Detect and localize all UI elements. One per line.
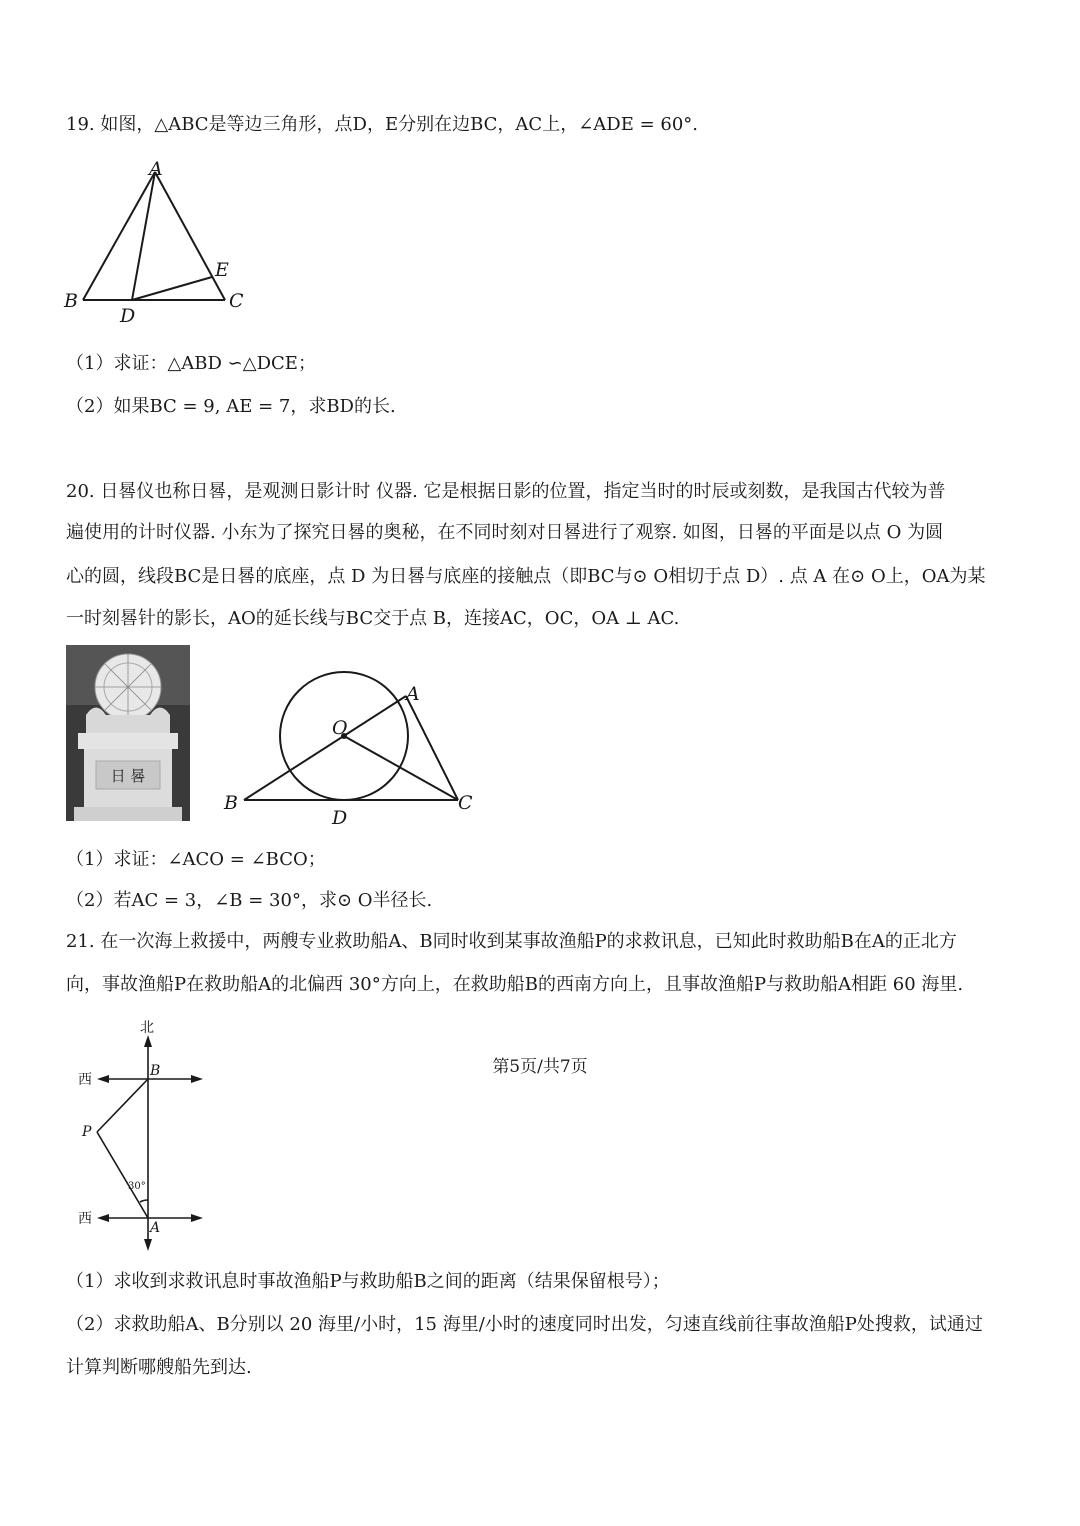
q21-part2-line2: 计算判断哪艘船先到达. (66, 1357, 252, 1378)
q20-circle-figure (218, 660, 488, 830)
label-b: B (150, 1063, 161, 1079)
label-d: D (332, 807, 348, 829)
label-a: A (150, 1220, 161, 1236)
label-c: C (229, 290, 244, 312)
sundial-photo (66, 645, 190, 821)
q19-part2: （2）如果BC = 9, AE = 7，求BD的长. (66, 396, 396, 417)
q21-compass-figure (70, 1015, 220, 1255)
q21-part1: （1）求收到求救讯息时事故渔船P与救助船B之间的距离（结果保留根号）； (66, 1271, 670, 1292)
label-west-bottom: 西 (78, 1211, 92, 1227)
label-b: B (64, 290, 78, 312)
label-o: O (332, 717, 348, 739)
label-c: C (458, 792, 473, 814)
label-angle-30: 30° (128, 1181, 146, 1192)
q20-line4: 一时刻晷针的影长，AO的延长线与BC交于点 B，连接AC，OC，OA ⊥ AC. (66, 608, 680, 629)
label-e: E (215, 259, 229, 281)
label-west-top: 西 (78, 1072, 92, 1088)
q20-line1: 20. 日晷仪也称日晷，是观测日影计时 仪器. 它是根据日影的位置，指定当时的时辰或刻数，是我国古代较为普 (66, 481, 946, 502)
q21-line1: 21. 在一次海上救援中，两艘专业救助船A、B同时收到某事故渔船P的求救讯息，已知此时救助船B在A的正北方 (66, 931, 957, 952)
q19-part1: （1）求证：△ABD ∽△DCE； (66, 353, 316, 374)
label-a: A (406, 683, 420, 705)
q21-line2: 向，事故渔船P在救助船A的北偏西 30°方向上，在救助船B的西南方向上，且事故渔船P与救助船A相距 60 海里. (66, 974, 964, 995)
q20-line3: 心的圆，线段BC是日晷的底座，点 D 为日晷与底座的接触点（即BC与⊙ O相切于点 D）. 点 A 在⊙ O上，OA为某 (66, 566, 986, 587)
q20-line2: 遍使用的计时仪器. 小东为了探究日晷的奥秘，在不同时刻对日晷进行了观察. 如图，日晷的平面是以点 O 为圆 (66, 522, 944, 543)
q19-triangle-figure (60, 155, 260, 330)
label-a: A (149, 158, 163, 180)
q20-part2: （2）若AC = 3，∠B = 30°，求⊙ O半径长. (66, 890, 433, 911)
q19-stem: 19. 如图，△ABC是等边三角形，点D，E分别在边BC，AC上，∠ADE = 60°. (66, 114, 699, 135)
label-b: B (224, 792, 238, 814)
label-p: P (82, 1124, 92, 1140)
sundial-caption: 日 晷 (110, 767, 146, 785)
q20-part1: （1）求证：∠ACO = ∠BCO； (66, 849, 326, 870)
q21-part2-line1: （2）求救助船A、B分别以 20 海里/小时，15 海里/小时的速度同时出发，匀速直线前往事故渔船P处搜救，试通过 (66, 1314, 983, 1335)
label-d: D (120, 305, 136, 327)
label-north: 北 (140, 1020, 154, 1036)
page-footer: 第5页/共7页 (492, 1057, 588, 1077)
